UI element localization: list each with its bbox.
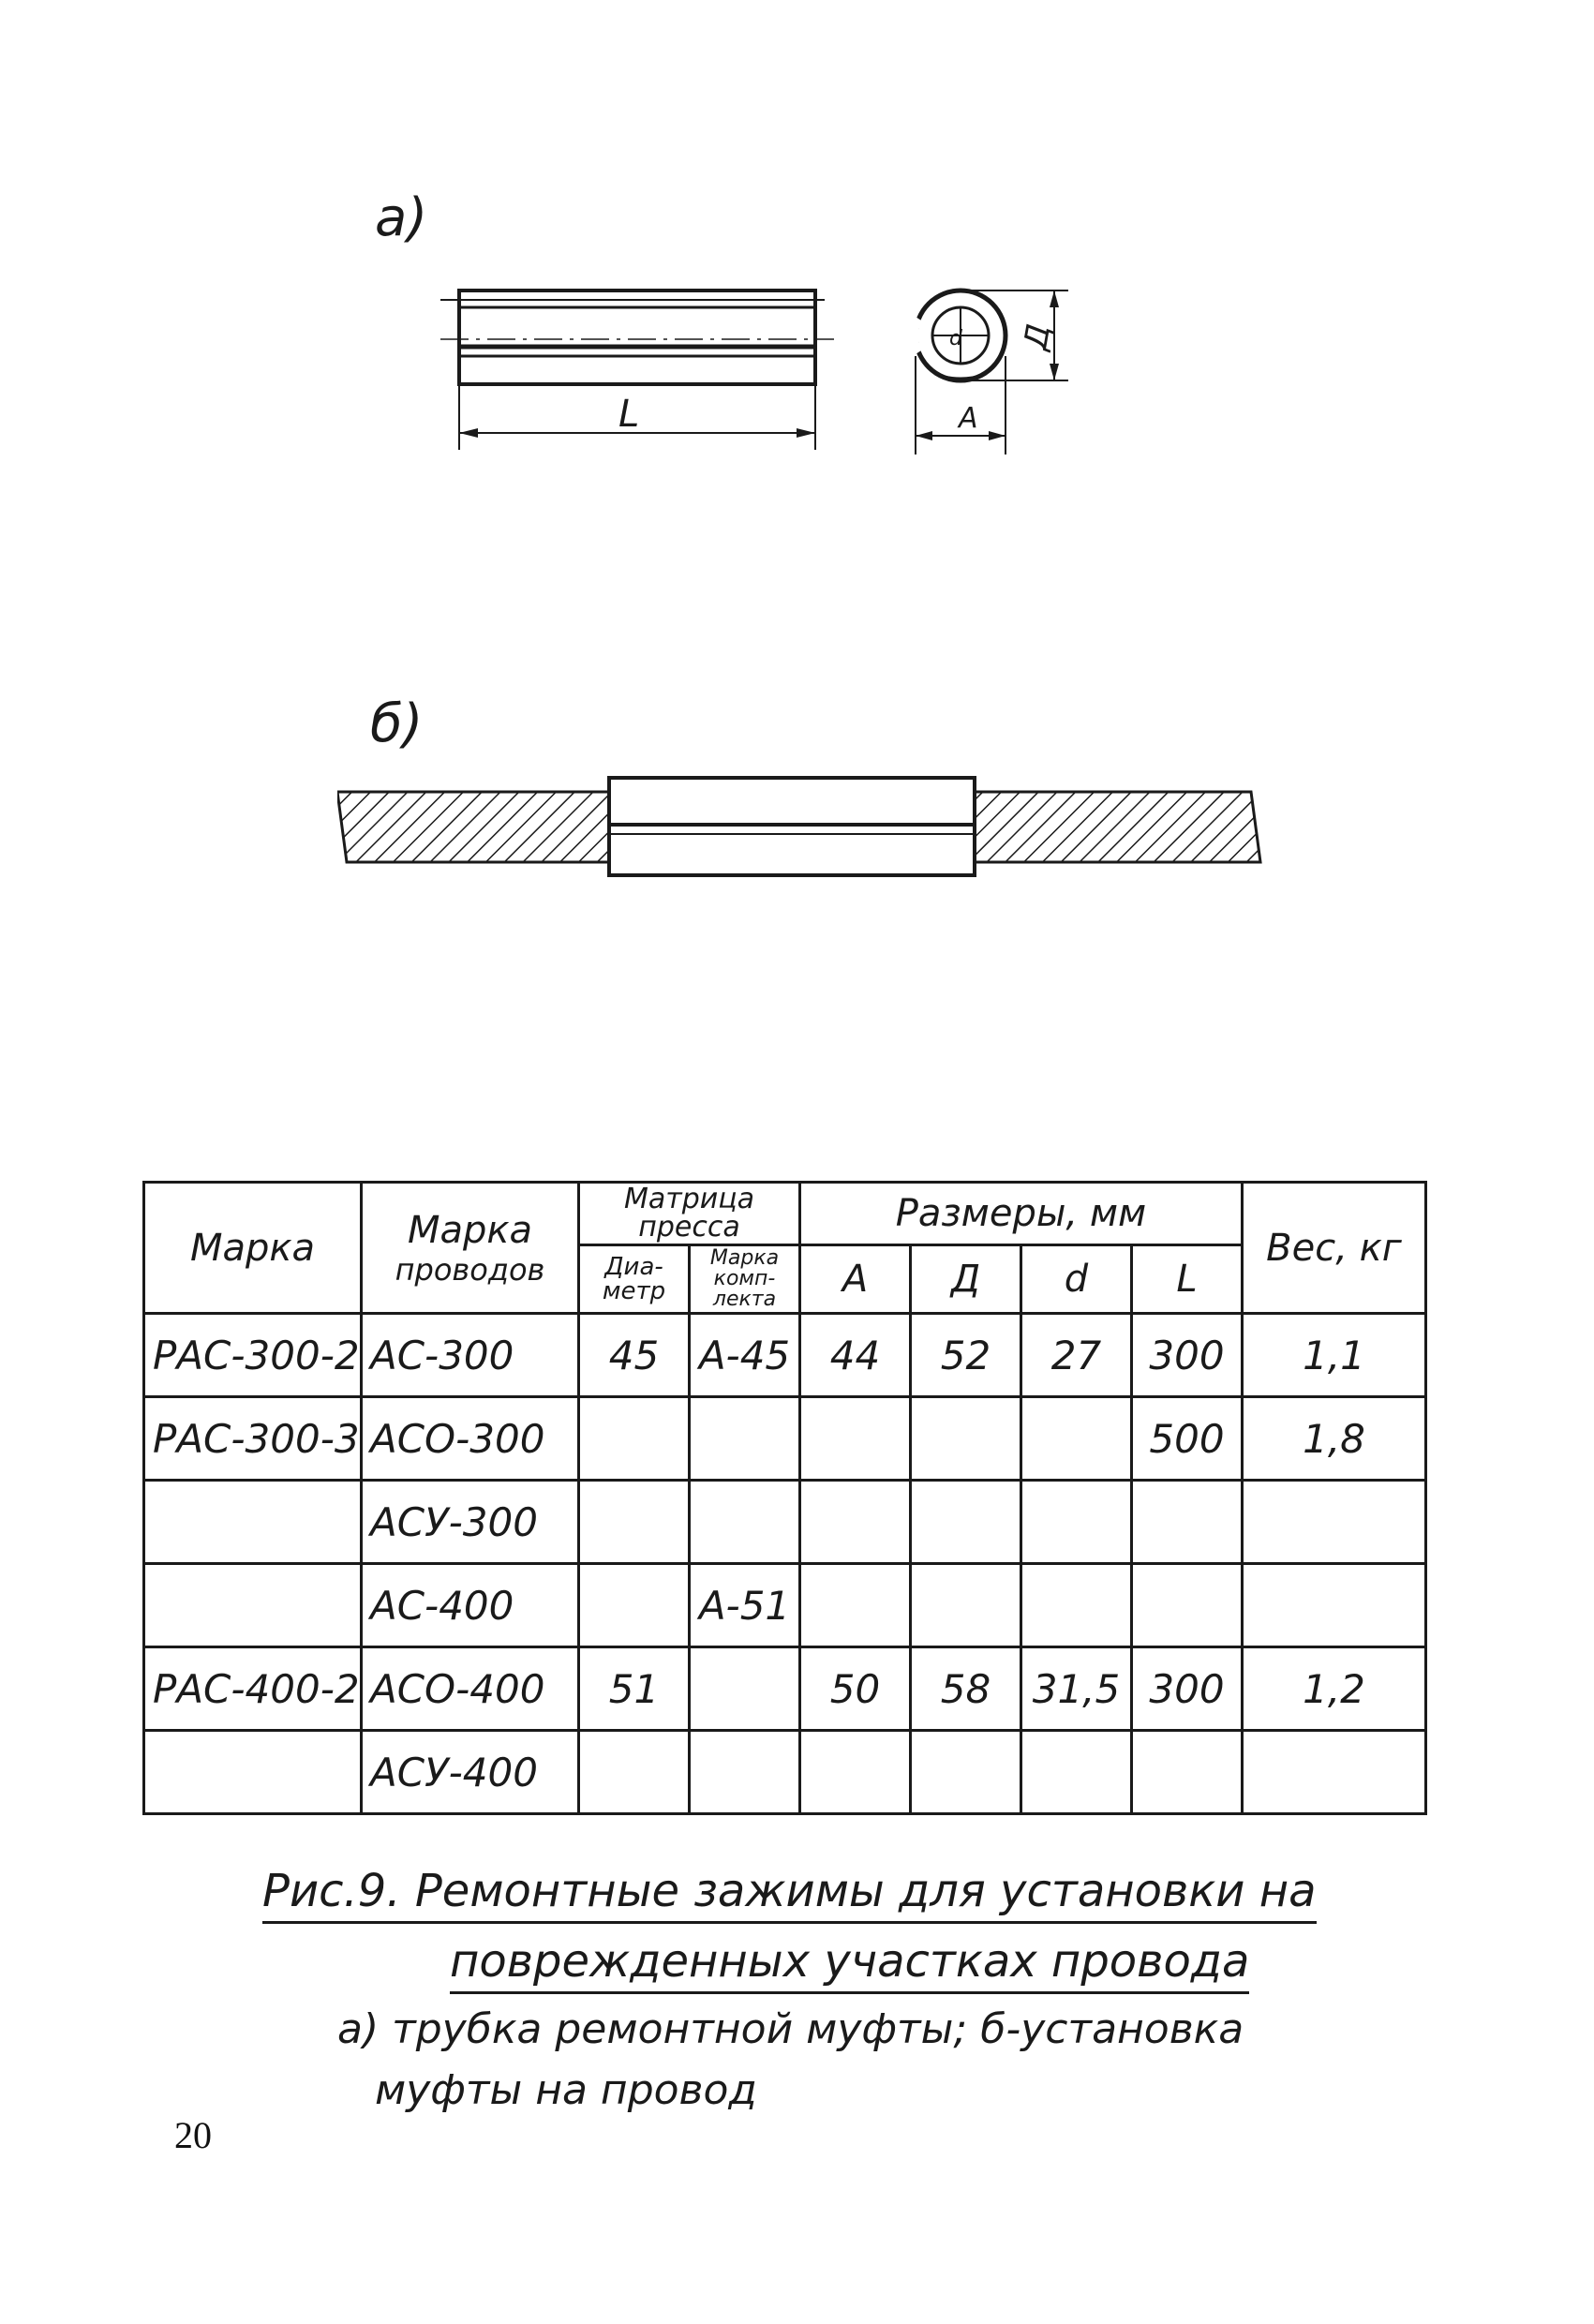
header-razmery: Размеры, мм — [800, 1183, 1243, 1245]
table-row — [144, 1731, 1426, 1814]
cell-kompl — [690, 1481, 800, 1564]
cell-diam: 45 — [579, 1314, 690, 1397]
cell-diam: 51 — [579, 1647, 690, 1731]
figure-caption-line2: поврежденных участках провода — [450, 1935, 1249, 1994]
cell-d — [1021, 1481, 1132, 1564]
cell-A: 44 — [800, 1314, 911, 1397]
cell-kompl — [690, 1647, 800, 1731]
clamps-table — [142, 1181, 1427, 1815]
cell-ves: 1,8 — [1243, 1397, 1426, 1481]
cell-ves — [1243, 1564, 1426, 1647]
cell-provod: АСО-400 — [362, 1647, 579, 1731]
cell-kompl: А-51 — [690, 1564, 800, 1647]
header-col-A: А — [800, 1245, 911, 1314]
header-ves: Вес, кг — [1243, 1183, 1426, 1314]
figure-a-label: а) — [375, 187, 428, 248]
cell-ves — [1243, 1481, 1426, 1564]
figure-b-label: б) — [370, 693, 424, 754]
header-diameter: Диа- метр — [579, 1245, 690, 1314]
header-col-D: Д — [911, 1245, 1021, 1314]
cell-A — [800, 1731, 911, 1814]
cell-marka: РАС-300-3 — [144, 1397, 362, 1481]
cell-provod: АСУ-300 — [362, 1481, 579, 1564]
table-row — [144, 1647, 1426, 1731]
cell-marka: РАС-300-2 — [144, 1314, 362, 1397]
header-marka-kompl: Марка комп- лекта — [690, 1245, 800, 1314]
cell-D — [911, 1564, 1021, 1647]
cell-L: 300 — [1132, 1647, 1243, 1731]
header-col-d: d — [1021, 1245, 1132, 1314]
cell-L — [1132, 1481, 1243, 1564]
figure-b-drawing — [337, 768, 1265, 881]
tube-end-view — [913, 290, 1068, 454]
cell-d: 31,5 — [1021, 1647, 1132, 1731]
cell-L — [1132, 1564, 1243, 1647]
cell-provod: АСУ-400 — [362, 1731, 579, 1814]
dim-A-label: А — [959, 402, 978, 435]
dim-D-label: Д — [1017, 320, 1059, 353]
table-row — [144, 1397, 1426, 1481]
figure-caption-line1: Рис.9. Ремонтные зажимы для установки на — [262, 1865, 1317, 1924]
cell-A: 50 — [800, 1647, 911, 1731]
cell-kompl — [690, 1731, 800, 1814]
cell-L: 300 — [1132, 1314, 1243, 1397]
cell-D — [911, 1397, 1021, 1481]
cell-diam — [579, 1397, 690, 1481]
cell-marka — [144, 1481, 362, 1564]
header-marka-provodov: Марка проводов — [362, 1183, 579, 1314]
cell-diam — [579, 1481, 690, 1564]
cell-provod: АСО-300 — [362, 1397, 579, 1481]
table-row — [144, 1481, 1426, 1564]
cell-ves — [1243, 1731, 1426, 1814]
header-matrica: Матрица пресса — [579, 1183, 800, 1245]
table-row — [144, 1564, 1426, 1647]
cell-d: 27 — [1021, 1314, 1132, 1397]
cell-L: 500 — [1132, 1397, 1243, 1481]
figure-subcaption-line1: а) трубка ремонтной муфты; б-установка — [337, 2005, 1244, 2053]
cell-provod: АС-400 — [362, 1564, 579, 1647]
dim-L-label: L — [618, 393, 640, 436]
cell-A — [800, 1564, 911, 1647]
wire-right — [975, 792, 1260, 862]
cell-kompl — [690, 1397, 800, 1481]
header-col-L: L — [1132, 1245, 1243, 1314]
dim-d-label: d — [949, 327, 962, 350]
cell-A — [800, 1481, 911, 1564]
cell-d — [1021, 1397, 1132, 1481]
cell-D: 52 — [911, 1314, 1021, 1397]
cell-D — [911, 1481, 1021, 1564]
page-number: 20 — [174, 2114, 212, 2156]
cell-D: 58 — [911, 1647, 1021, 1731]
cell-marka: РАС-400-2 — [144, 1647, 362, 1731]
cell-marka — [144, 1731, 362, 1814]
cell-diam — [579, 1564, 690, 1647]
header-marka: Марка — [144, 1183, 362, 1314]
cell-ves: 1,2 — [1243, 1647, 1426, 1731]
cell-ves: 1,1 — [1243, 1314, 1426, 1397]
cell-d — [1021, 1731, 1132, 1814]
cell-marka — [144, 1564, 362, 1647]
table-row — [144, 1314, 1426, 1397]
table-header-row-1 — [144, 1183, 1426, 1245]
cell-provod: АС-300 — [362, 1314, 579, 1397]
cell-A — [800, 1397, 911, 1481]
cell-L — [1132, 1731, 1243, 1814]
cell-D — [911, 1731, 1021, 1814]
wire-left — [337, 792, 609, 862]
figure-a-drawing — [412, 262, 1125, 478]
cell-kompl: А-45 — [690, 1314, 800, 1397]
figure-subcaption-line2: муфты на провод — [375, 2066, 757, 2114]
cell-diam — [579, 1731, 690, 1814]
cell-d — [1021, 1564, 1132, 1647]
